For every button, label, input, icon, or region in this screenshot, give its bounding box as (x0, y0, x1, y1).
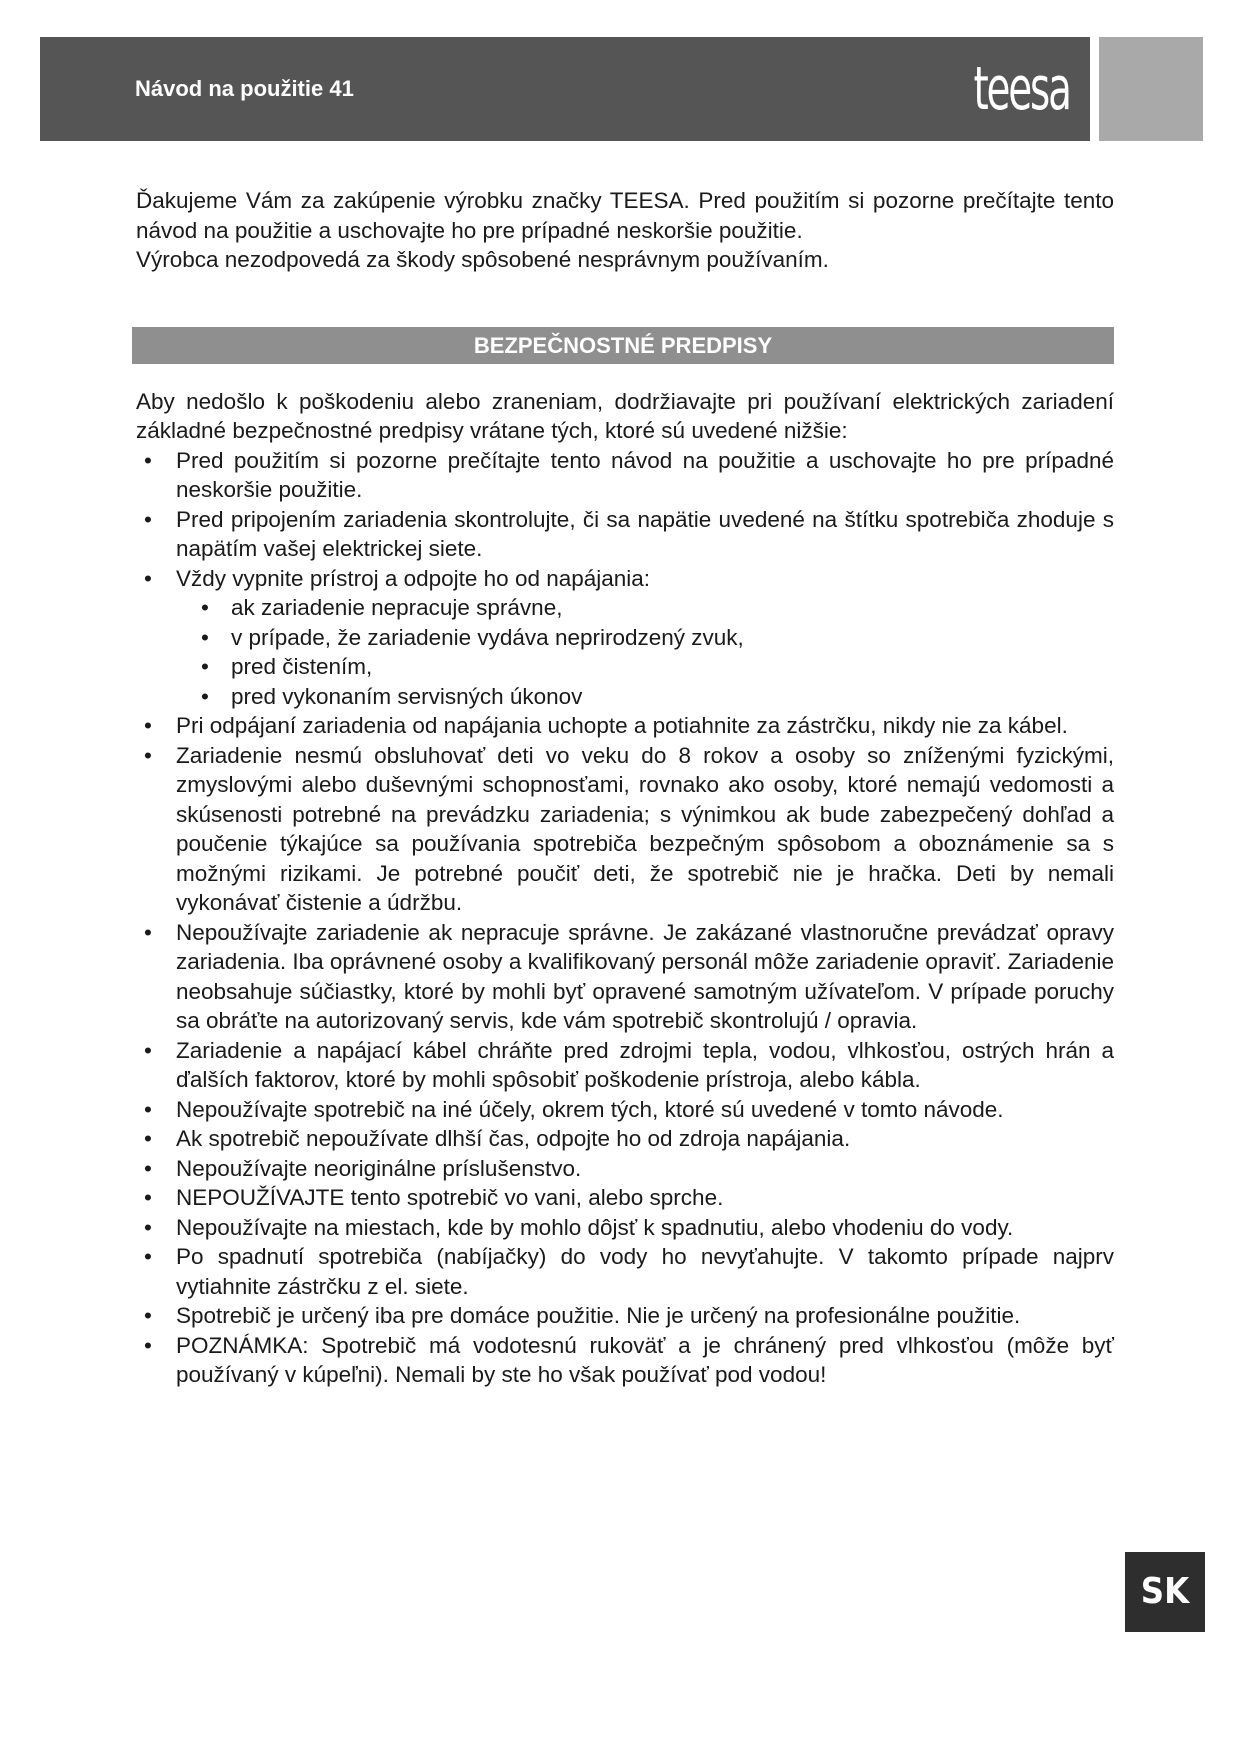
sub-list (176, 593, 1114, 711)
sub-list-item: • pred vykonaním servisných úkonov (191, 682, 1114, 712)
list-item: • Zariadenie nesmú obsluhovať deti vo veku do 8 rokov a osoby so zníženými fyzickými, zmyslovými alebo duševnými schopnosťami, rovnako ako osoby, ktoré nemajú vedomosti a skúsenosti potrebné na prevádzku zariadenia; s výnimkou ak bude zabezpečený dohľad a poučenie týkajúce sa používania spotrebiča bezpečným spôsobom a oboznámenie sa s možnými rizikami. Je potrebné poučiť deti, že spotrebič nie je hračka. Deti by nemali vykonávať čistenie a údržbu. (136, 741, 1114, 918)
intro (136, 186, 1114, 275)
page-header (40, 37, 1090, 141)
list-item (136, 564, 1114, 712)
list-item: • Nepoužívajte zariadenie ak nepracuje správne. Je zakázané vlastnoručne prevádzať opravy zariadenia. Iba oprávnené osoby a kvalifikovaný personál môže zariadenie opraviť. Zariadenie neobsahuje súčiastky, ktoré by mohli byť opravené samotným užívateľom. V prípade poruchy sa obráťte na autorizovaný servis, kde vám spotrebič skontrolujú / opravia. (136, 918, 1114, 1036)
intro-paragraph: Ďakujeme Vám za zakúpenie výrobku značky TEESA. Pred použitím si pozorne prečítajte tento návod na použitie a uschovajte ho pre prípadné neskoršie použitie. (136, 188, 1114, 243)
page-title: Návod na použitie 41 (135, 76, 354, 101)
list-item: • Nepoužívajte spotrebič na iné účely, okrem tých, ktoré sú uvedené v tomto návode. (136, 1095, 1114, 1125)
sub-list-item: • v prípade, že zariadenie vydáva neprirodzený zvuk, (191, 623, 1114, 653)
list-item: • NEPOUŽÍVAJTE tento spotrebič vo vani, alebo sprche. (136, 1183, 1114, 1213)
list-item: • Spotrebič je určený iba pre domáce použitie. Nie je určený na profesionálne použitie. (136, 1301, 1114, 1331)
sub-list-item: • ak zariadenie nepracuje správne, (191, 593, 1114, 623)
section-heading: BEZPEČNOSTNÉ PREDPISY (132, 327, 1114, 364)
list-item: • Nepoužívajte neoriginálne príslušenstvo. (136, 1154, 1114, 1184)
list-item: • POZNÁMKA: Spotrebič má vodotesnú rukoväť a je chránený pred vlhkosťou (môže byť používaný v kúpeľni). Nemali by ste ho však používať pod vodou! (136, 1331, 1114, 1390)
teesa-logo: teesa (973, 54, 1070, 124)
list-item: • Pri odpájaní zariadenia od napájania uchopte a potiahnite za zástrčku, nikdy nie za kábel. (136, 711, 1114, 741)
list-item: • Pred pripojením zariadenia skontrolujte, či sa napätie uvedené na štítku spotrebiča zhoduje s napätím vašej elektrickej siete. (136, 505, 1114, 564)
intro-paragraph: Výrobca nezodpovedá za škody spôsobené nesprávnym používaním. (136, 247, 829, 272)
language-badge: SK (1125, 1552, 1205, 1632)
list-item-text: Vždy vypnite prístroj a odpojte ho od napájania: (176, 565, 651, 591)
safety-rules-list (136, 446, 1114, 1390)
header-tab-block (1099, 37, 1203, 141)
list-item: • Pred použitím si pozorne prečítajte tento návod na použitie a uschovajte ho pre prípadné neskoršie použitie. (136, 446, 1114, 505)
sub-list-item: • pred čistením, (191, 652, 1114, 682)
document-body (136, 186, 1114, 1390)
list-item: • Nepoužívajte na miestach, kde by mohlo dôjsť k spadnutiu, alebo vhodeniu do vody. (136, 1213, 1114, 1243)
list-item: • Ak spotrebič nepoužívate dlhší čas, odpojte ho od zdroja napájania. (136, 1124, 1114, 1154)
section-lead: Aby nedošlo k poškodeniu alebo zraneniam, dodržiavajte pri používaní elektrických zariadení základné bezpečnostné predpisy vrátane tých, ktoré sú uvedené nižšie: (136, 388, 1114, 443)
list-item: • Zariadenie a napájací kábel chráňte pred zdrojmi tepla, vodou, vlhkosťou, ostrých hrán a ďalších faktorov, ktoré by mohli spôsobiť poškodenie prístroja, alebo kábla. (136, 1036, 1114, 1095)
list-item: • Po spadnutí spotrebiča (nabíjačky) do vody ho nevyťahujte. V takomto prípade najprv vytiahnite zástrčku z el. siete. (136, 1242, 1114, 1301)
